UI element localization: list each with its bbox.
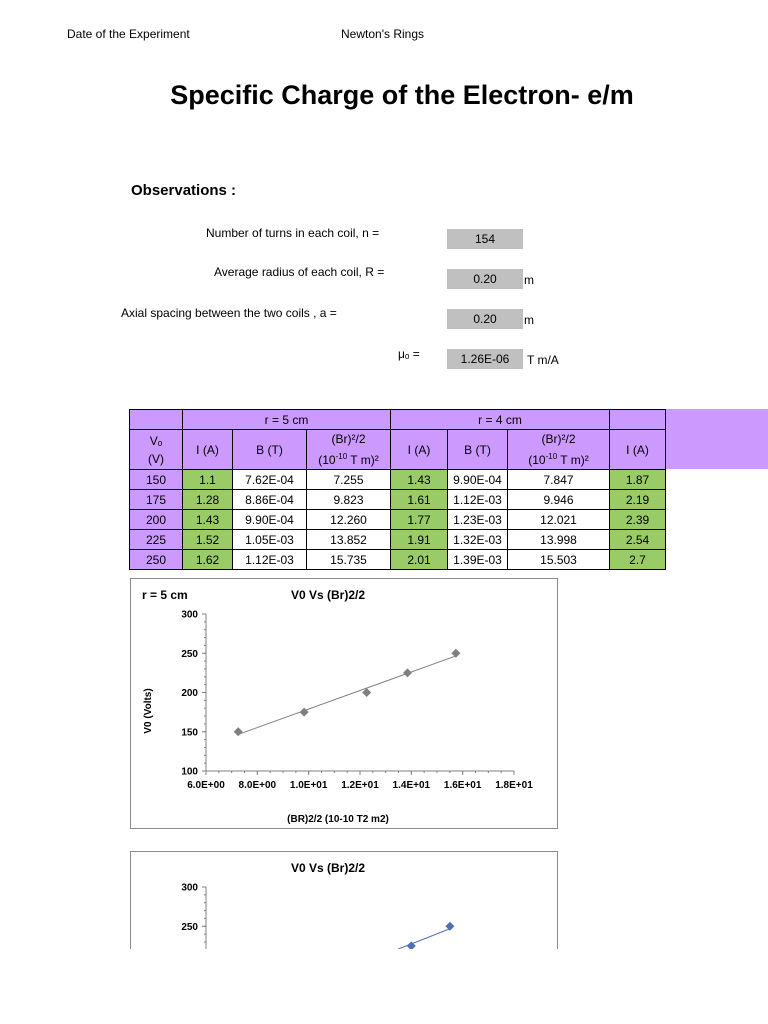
table-row [130,510,666,530]
chart-subtitle: r = 5 cm [142,588,188,602]
spacing-label: Axial spacing between the two coils , a = [121,306,337,320]
table-row [130,470,666,490]
table-cell-b1: 8.86E-04 [233,490,307,510]
table-cell-b2: 1.32E-03 [448,530,508,550]
header-date-label: Date of the Experiment [67,27,190,41]
data-point-marker [300,708,309,717]
table-cell-i2: 1.43 [391,470,448,490]
trend-line [253,929,450,949]
table-cell-b1: 1.12E-03 [233,550,307,570]
spacing-value-box: 0.20 [447,309,523,329]
table-cell-i2: 2.01 [391,550,448,570]
table-cell-br1: 13.852 [307,530,391,550]
table-cell-i3: 2.39 [610,510,666,530]
col-header-br1-line2: ($10^{-10}$ T m)² [318,452,379,467]
table-cell-br2: 15.503 [508,550,610,570]
table-cell-br2: 9.946 [508,490,610,510]
table-cell-b2: 9.90E-04 [448,470,508,490]
table-cell-v: 150 [130,470,183,490]
y-tick-label: 300 [181,609,198,621]
header-experiment-name: Newton's Rings [341,27,424,41]
turns-label: Number of turns in each coil, n = [206,226,380,240]
data-point-marker [451,649,460,658]
table-cell-i1: 1.28 [183,490,233,510]
radius-label: Average radius of each coil, R = [214,265,385,279]
data-point-marker [234,727,243,736]
table-column-header-row [130,430,666,470]
table-cell-i2: 1.91 [391,530,448,550]
x-tick-label: 1.2E+01 [341,780,379,791]
chart-r4 [130,851,558,949]
table-cell-i3: 2.7 [610,550,666,570]
table-cell-b2: 1.12E-03 [448,490,508,510]
chart-title: V0 Vs (Br)2/2 [290,861,366,875]
table-cell-br2: 12.021 [508,510,610,530]
y-axis-label: V0 (Volts) [143,688,154,734]
table-cell-i1: 1.43 [183,510,233,530]
x-tick-label: 1.8E+01 [495,780,533,791]
table-cell-i1: 1.1 [183,470,233,490]
col-header-i2: I (A) [391,430,448,470]
data-point-marker [403,668,412,677]
table-corner-cell [130,410,183,430]
col-header-br1 [307,430,391,470]
mu-value-box: 1.26E-06 [447,349,523,369]
col-header-br1-line1: (Br)²/2 [331,432,366,446]
chart-r5-svg [131,579,557,828]
col-header-br2-line1: (Br)²/2 [541,432,576,446]
mu-unit: T m/A [527,353,559,367]
radius-value-box: 0.20 [447,269,523,289]
turns-value-box: 154 [447,229,523,249]
table-cell-b1: 9.90E-04 [233,510,307,530]
table-cell-i2: 1.77 [391,510,448,530]
group-header-blank [610,410,666,430]
y-tick-label: 150 [181,727,198,739]
y-tick-label: 300 [181,882,198,894]
observations-heading: Observations : [131,182,237,199]
observation-table [129,409,666,570]
mu-label: μₒ = [398,347,420,361]
table-cell-i1: 1.62 [183,550,233,570]
x-tick-label: 8.0E+00 [238,780,277,791]
table-group-header-row [130,410,666,430]
x-tick-label: 1.0E+01 [289,780,328,791]
header-fill-extension [665,409,768,469]
y-tick-label: 100 [181,766,198,778]
col-header-br2 [508,430,610,470]
data-point-marker [445,922,454,931]
table-cell-br1: 9.823 [307,490,391,510]
group-header-r4: r = 4 cm [391,410,610,430]
col-header-v0 [130,430,183,470]
radius-unit: m [524,273,534,287]
table-cell-i1: 1.52 [183,530,233,550]
y-tick-label: 250 [181,648,198,660]
page-title: Specific Charge of the Electron- e/m [170,80,634,110]
table-cell-v: 200 [130,510,183,530]
chart-title: V0 Vs (Br)2/2 [290,588,366,602]
table-cell-br1: 7.255 [307,470,391,490]
col-header-i3: I (A) [610,430,666,470]
x-tick-label: 1.4E+01 [392,780,431,791]
table-cell-br2: 7.847 [508,470,610,490]
x-tick-label: 1.6E+01 [443,780,482,791]
table-row [130,490,666,510]
group-header-r5: r = 5 cm [183,410,391,430]
y-tick-label: 250 [181,921,198,933]
chart-r5 [130,578,558,829]
spacing-unit: m [524,313,534,327]
table-cell-br2: 13.998 [508,530,610,550]
y-tick-label: 200 [181,688,198,699]
x-tick-label: 6.0E+00 [187,780,225,791]
col-header-i1: I (A) [183,430,233,470]
table-cell-i3: 2.19 [610,490,666,510]
table-row [130,530,666,550]
table-cell-br1: 15.735 [307,550,391,570]
table-row [130,550,666,570]
table-cell-v: 250 [130,550,183,570]
table-cell-i3: 2.54 [610,530,666,550]
col-header-br2-line2: ($10^{-10}$ T m)² [528,452,589,467]
table-cell-b1: 1.05E-03 [233,530,307,550]
table-cell-b1: 7.62E-04 [233,470,307,490]
x-axis-label: (BR)2/2 (10-10 T2 m2) [287,814,389,825]
table-cell-v: 175 [130,490,183,510]
col-header-v0-unit: (V) [148,451,164,466]
chart-r4-svg [131,852,557,949]
col-header-b2: B (T) [448,430,508,470]
trend-line [238,656,456,735]
col-header-b1: B (T) [233,430,307,470]
table-cell-i2: 1.61 [391,490,448,510]
table-cell-b2: 1.23E-03 [448,510,508,530]
table-cell-v: 225 [130,530,183,550]
table-cell-br1: 12.260 [307,510,391,530]
table-cell-i3: 1.87 [610,470,666,490]
col-header-v0-symbol: Vₒ [149,433,163,448]
table-cell-b2: 1.39E-03 [448,550,508,570]
